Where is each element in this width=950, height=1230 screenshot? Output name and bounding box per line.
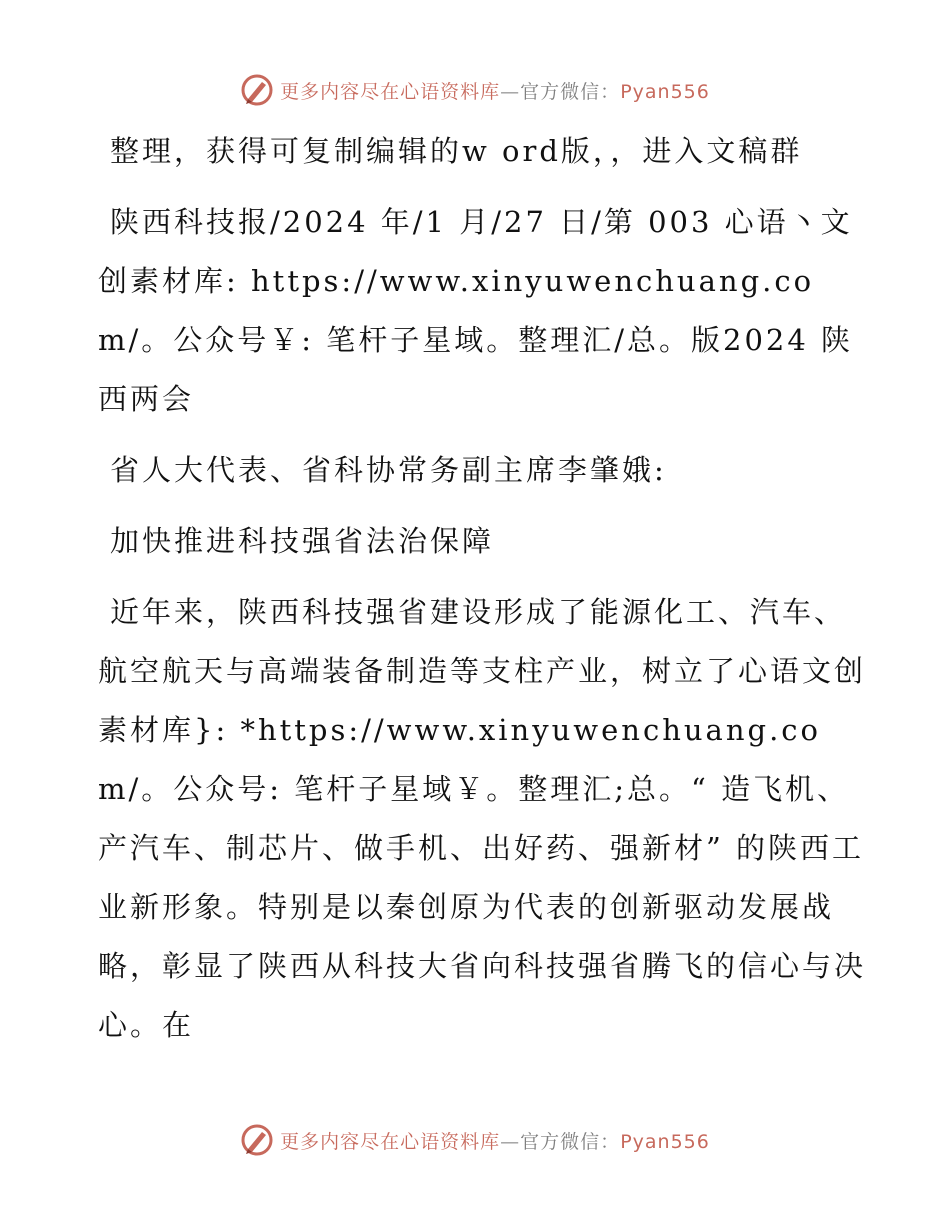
paragraph-source: 陕西科技报/2024 年/1 月/27 日/第 003 心语丶文创素材库: https://www.xinyuwenchuang.com/。公众号￥: 笔杆子星域。整理汇/总。版2024 陕西两会 [98,205,854,416]
banner-text: 更多内容尽在心语资料库—官方微信：Pyan556 [280,1130,710,1153]
document-body [98,122,868,1055]
header-watermark-banner [0,70,950,110]
paragraph-body: 近年来，陕西科技强省建设形成了能源化工、汽车、航空航天与高端装备制造等支柱产业，树立了心语文创素材库}: *https://www.xinyuwenchuang.com/。公众号: 笔杆子星域￥。整理汇;总。“ 造飞机、产汽车、制芯片、做手机、出好药、强新材” 的陕西工业新形象。特别是以秦创原为代表的创新驱动发展战略，彰显了陕西从科技大省向科技强省腾飞的信心与决心。在 [98,595,867,1042]
pen-logo-icon [240,73,274,107]
footer-watermark-banner [0,1120,950,1160]
paragraph-author: 省人大代表、省科协常务副主席李肇娥: [110,453,667,487]
paragraph-intro: 整理，获得可复制编辑的w ord版，，进入文稿群 [110,134,803,168]
banner-text: 更多内容尽在心语资料库—官方微信：Pyan556 [280,80,710,103]
paragraph-heading: 加快推进科技强省法治保障 [110,524,495,558]
pen-logo-icon [240,1123,274,1157]
